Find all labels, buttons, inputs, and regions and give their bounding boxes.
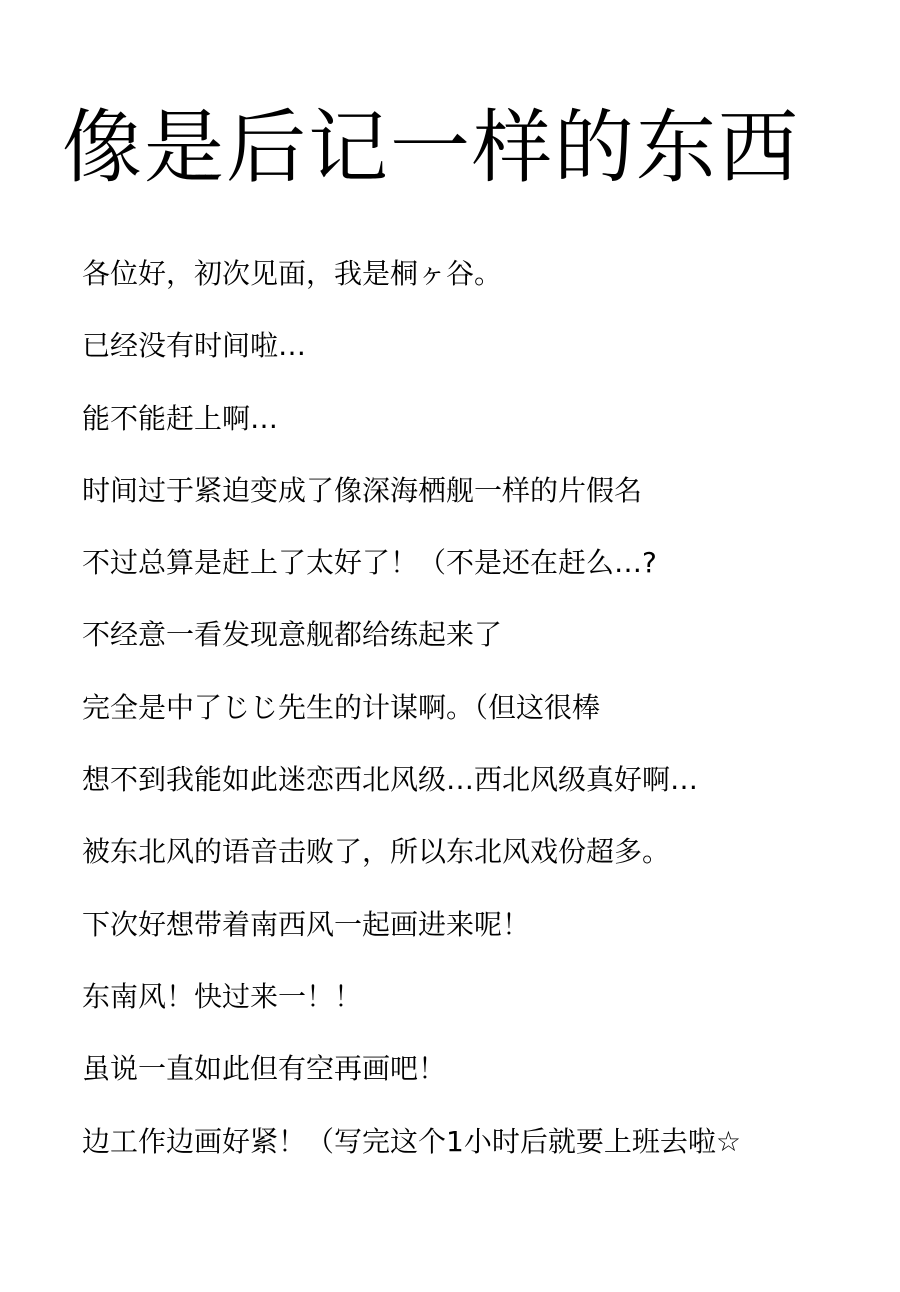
text-line: 边工作边画好紧！（写完这个1小时后就要上班去啦☆: [82, 1124, 741, 1158]
text-line: 下次好想带着南西风一起画进来呢！: [82, 907, 531, 941]
text-line: 虽说一直如此但有空再画吧！: [82, 1052, 447, 1086]
text-line: 时间过于紧迫变成了像深海栖舰一样的片假名: [82, 473, 643, 507]
afterword-body: [82, 252, 882, 1192]
text-line: 想不到我能如此迷恋西北风级…西北风级真好啊…: [82, 763, 699, 797]
text-line: 被东北风的语音击败了，所以东北风戏份超多。: [82, 835, 671, 869]
text-line: 不过总算是赶上了太好了！（不是还在赶么…?: [82, 546, 657, 580]
page-title: 像是后记一样的东西: [62, 101, 800, 194]
text-line: 完全是中了じじ先生的计谋啊。（但这很棒: [82, 690, 601, 724]
text-line: 东南风！快过来一！！: [82, 979, 363, 1013]
text-line: 能不能赶上啊…: [82, 401, 279, 435]
text-line: 各位好，初次见面，我是桐ヶ谷。: [82, 257, 503, 290]
text-line: 已经没有时间啦…: [82, 329, 307, 363]
text-line: 不经意一看发现意舰都给练起来了: [82, 618, 503, 652]
